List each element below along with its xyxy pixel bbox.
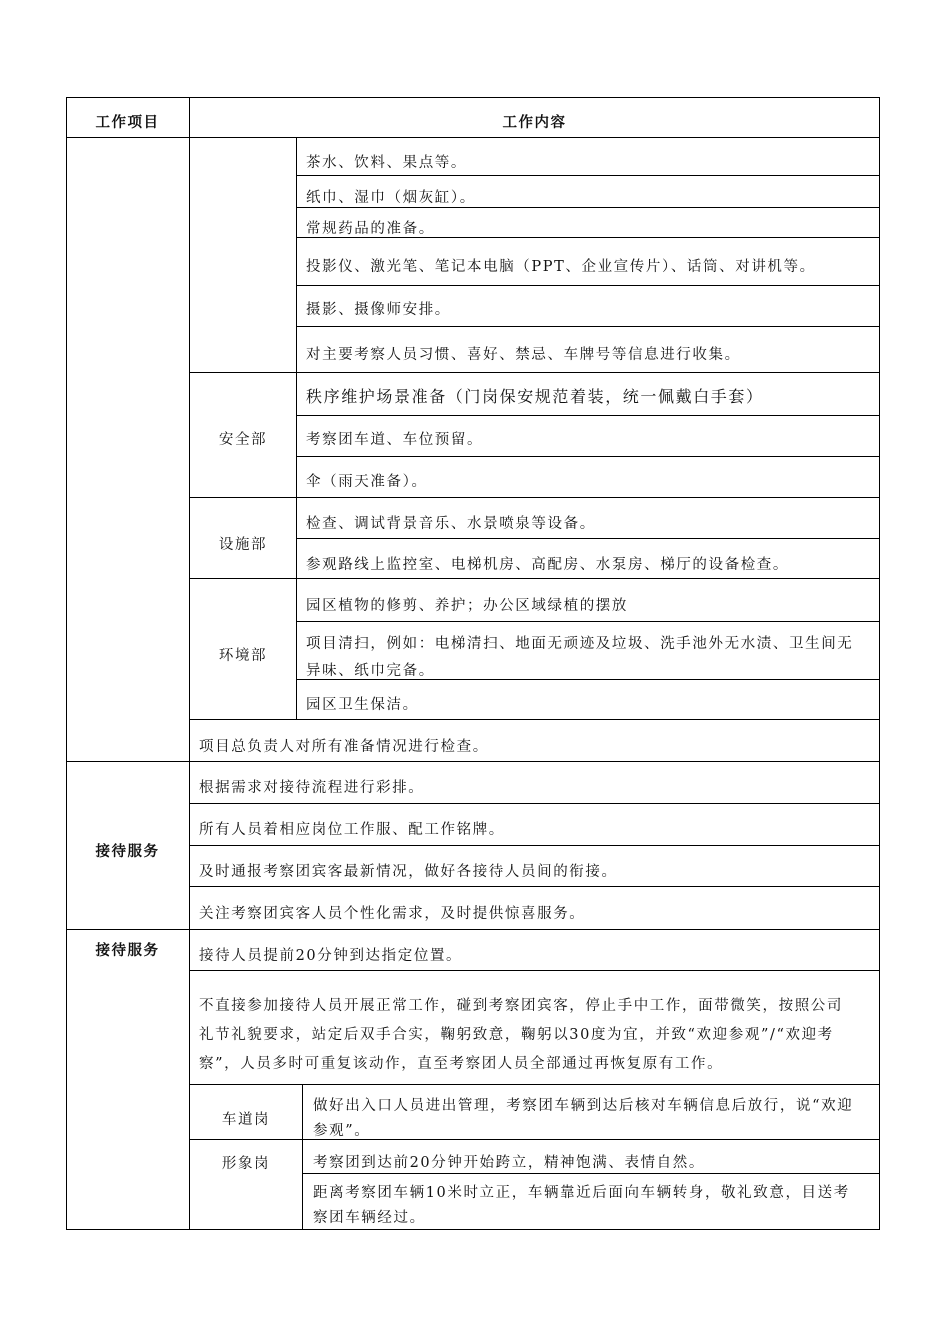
dept-line <box>189 719 880 720</box>
prep-item: 纸巾、湿巾（烟灰缸）。 <box>306 190 476 206</box>
post-image: 形象岗 <box>221 1156 271 1172</box>
reception-item: 根据需求对接待流程进行彩排。 <box>199 780 425 796</box>
facilities-item: 参观路线上监控室、电梯机房、高配房、水泵房、梯厅的设备检查。 <box>306 557 789 573</box>
prep-item: 茶水、饮料、果点等。 <box>306 155 467 171</box>
dept-environment: 环境部 <box>218 648 268 664</box>
reception-label: 接待服务 <box>95 943 160 959</box>
reception-item: 关注考察团宾客人员个性化需求，及时提供惊喜服务。 <box>199 906 586 922</box>
reception-item: 及时通报考察团宾客最新情况，做好各接待人员间的衔接。 <box>199 864 618 880</box>
dept-facilities: 设施部 <box>218 537 268 553</box>
environment-item: 项目清扫，例如：电梯清扫、地面无顽迹及垃圾、洗手池外无水渍、卫生间无异味、纸巾完备。 <box>306 636 854 679</box>
post-lane: 车道岗 <box>221 1112 271 1128</box>
row-line <box>296 326 880 327</box>
row-line <box>189 803 880 804</box>
row-line <box>189 845 880 846</box>
prep-item: 投影仪、激光笔、笔记本电脑（PPT、企业宣传片）、话筒、对讲机等。 <box>306 259 816 275</box>
row-line <box>296 415 880 416</box>
security-item: 考察团车道、车位预留。 <box>306 432 484 448</box>
security-item: 伞（雨天准备）。 <box>306 474 428 490</box>
dept-line <box>189 497 880 498</box>
reception-item: 所有人员着相应岗位工作服、配工作铭牌。 <box>199 822 505 838</box>
reception-label: 接待服务 <box>95 844 160 860</box>
section-line <box>66 929 880 930</box>
row-line <box>296 285 880 286</box>
lane-text: 做好出入口人员进出管理，考察团车辆到达后核对车辆信息后放行，说“欢迎参观”。 <box>313 1098 854 1139</box>
prep-item: 对主要考察人员习惯、喜好、禁忌、车牌号等信息进行收集。 <box>306 347 741 363</box>
row-line <box>189 886 880 887</box>
row-line <box>296 175 880 176</box>
prep-item: 摄影、摄像师安排。 <box>306 302 451 318</box>
facilities-item: 检查、调试背景音乐、水景喷泉等设备。 <box>306 516 596 532</box>
dept-col-divider <box>296 137 297 720</box>
reception-item: 不直接参加接待人员开展正常工作，碰到考察团宾客，停止手中工作，面带微笑，按照公司礼节礼貌要求，站定后双手合实，鞠躬致意，鞠躬以30度为宜，并致“欢迎参观”/“欢迎考察”，人员多时可重复该动作，直至考察团人员全部通过再恢复原有工作。 <box>199 998 843 1072</box>
environment-item: 园区植物的修剪、养护；办公区域绿植的摆放 <box>306 598 628 614</box>
final-check: 项目总负责人对所有准备情况进行检查。 <box>199 739 489 755</box>
row-line <box>296 621 880 622</box>
row-line <box>189 970 880 971</box>
header-col-project: 工作项目 <box>95 115 160 131</box>
dept-line <box>189 578 880 579</box>
border-right <box>879 97 880 1230</box>
border-left <box>66 97 67 1230</box>
section-line <box>66 761 880 762</box>
security-item: 秩序维护场景准备（门岗保安规范着装，统一佩戴白手套） <box>306 387 764 406</box>
prep-item: 常规药品的准备。 <box>306 221 435 237</box>
dept-security: 安全部 <box>218 432 268 448</box>
image-item: 考察团到达前20分钟开始跨立，精神饱满、表情自然。 <box>313 1155 705 1171</box>
row-line <box>189 1084 880 1085</box>
dept-line <box>189 372 880 373</box>
header-divider <box>66 137 880 138</box>
row-line <box>296 456 880 457</box>
header-col-content: 工作内容 <box>502 115 567 131</box>
row-line <box>296 538 880 539</box>
image-item: 距离考察团车辆10米时立正，车辆靠近后面向车辆转身，敬礼致意，目送考察团车辆经过。 <box>313 1185 850 1226</box>
reception-item: 接待人员提前20分钟到达指定位置。 <box>199 948 463 964</box>
post-col-divider <box>302 1084 303 1230</box>
environment-item: 园区卫生保洁。 <box>306 697 419 713</box>
